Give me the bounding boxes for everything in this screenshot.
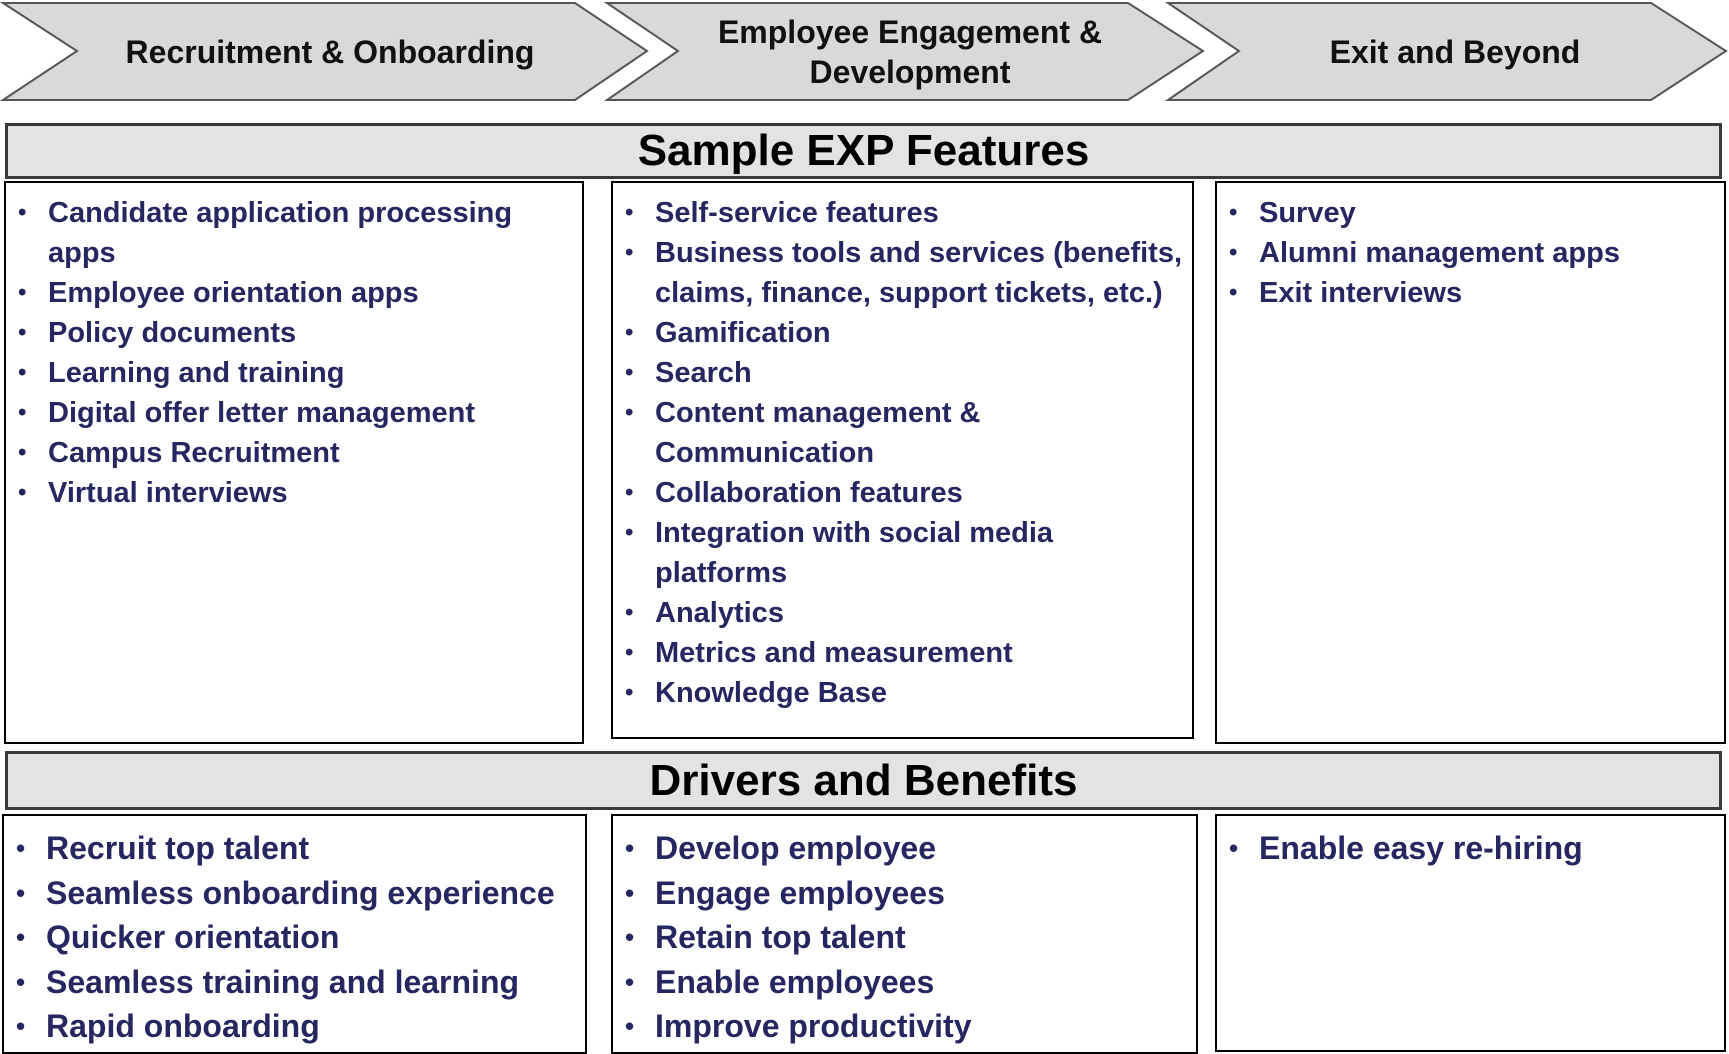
benefits-section-title: Drivers and Benefits: [5, 751, 1722, 810]
features-list-engagement: [613, 193, 1192, 713]
list-item: • Retain top talent: [613, 915, 1196, 960]
benefits-list-engagement: [613, 826, 1196, 1049]
list-item: • Policy documents: [6, 313, 582, 353]
list-item: • Enable employees: [613, 960, 1196, 1005]
list-item: • Recruit top talent: [4, 826, 585, 871]
list-item: • Employee orientation apps: [6, 273, 582, 313]
features-box-recruitment: [4, 181, 584, 744]
list-item: • Analytics: [613, 593, 1192, 633]
list-item: • Survey: [1217, 193, 1724, 233]
list-item: • Engage employees: [613, 871, 1196, 916]
phase-label-exit: Exit and Beyond: [1329, 33, 1581, 70]
list-item: • Virtual interviews: [6, 473, 582, 513]
list-item: • Self-service features: [613, 193, 1192, 233]
list-item: • Gamification: [613, 313, 1192, 353]
list-item: • Business tools and services (benefits, claims, finance, support tickets, etc.): [613, 233, 1192, 313]
list-item: • Exit interviews: [1217, 273, 1724, 313]
list-item: • Seamless training and learning: [4, 960, 585, 1005]
benefits-list-recruitment: [4, 826, 585, 1049]
features-section-title: Sample EXP Features: [5, 123, 1722, 179]
list-item: • Content management & Communication: [613, 393, 1192, 473]
list-item: • Metrics and measurement: [613, 633, 1192, 673]
list-item: • Integration with social media platforms: [613, 513, 1192, 593]
features-list-recruitment: [6, 193, 582, 513]
list-item: • Quicker orientation: [4, 915, 585, 960]
features-list-exit: [1217, 193, 1724, 313]
benefits-box-exit: [1215, 814, 1726, 1052]
list-item: • Candidate application processing apps: [6, 193, 582, 273]
list-item: • Knowledge Base: [613, 673, 1192, 713]
list-item: • Collaboration features: [613, 473, 1192, 513]
phase-label-engagement: Employee Engagement & Development: [717, 13, 1103, 90]
list-item: • Learning and training: [6, 353, 582, 393]
benefits-list-exit: [1217, 826, 1724, 871]
benefits-box-engagement: [611, 814, 1198, 1054]
list-item: • Seamless onboarding experience: [4, 871, 585, 916]
phase-label-recruitment: Recruitment & Onboarding: [125, 33, 535, 70]
list-item: • Develop employee: [613, 826, 1196, 871]
list-item: • Campus Recruitment: [6, 433, 582, 473]
list-item: • Enable easy re-hiring: [1217, 826, 1724, 871]
list-item: • Digital offer letter management: [6, 393, 582, 433]
benefits-box-recruitment: [2, 814, 587, 1054]
features-box-engagement: [611, 181, 1194, 739]
list-item: • Rapid onboarding: [4, 1004, 585, 1049]
list-item: • Alumni management apps: [1217, 233, 1724, 273]
list-item: • Improve productivity: [613, 1004, 1196, 1049]
list-item: • Search: [613, 353, 1192, 393]
features-box-exit: [1215, 181, 1726, 744]
